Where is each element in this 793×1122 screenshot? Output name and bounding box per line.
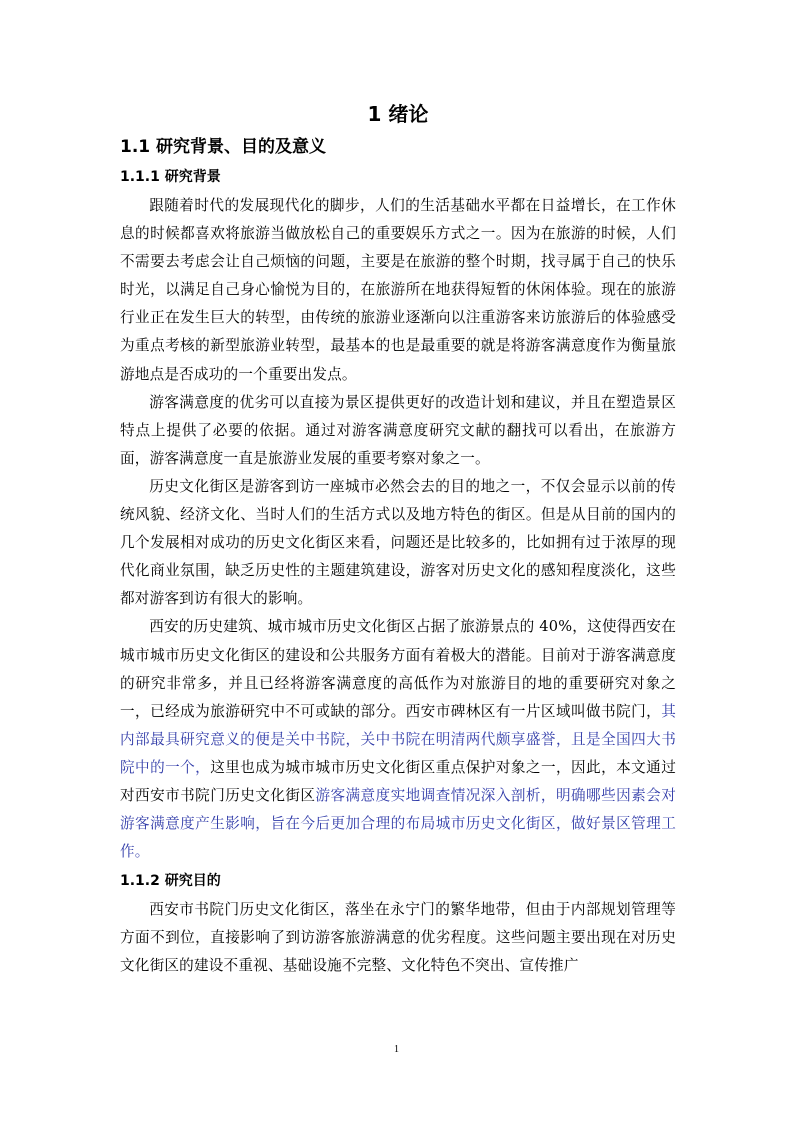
paragraph: 历史文化街区是游客到访一座城市必然会去的目的地之一，不仅会显示以前的传统风貌、经济文化、当时人们的生活方式以及地方特色的街区。但是从目前的国内的几个发展相对成功的历史文化街区来看，问题还是比较多的，比如拥有过于浓厚的现代化商业氛围，缺乏历史性的主题建筑建设，游客对历史文化的感知程度淡化，这些都对游客到访有很大的影响。 <box>120 477 676 608</box>
section-title: 1.1 研究背景、目的及意义 <box>120 137 327 157</box>
paragraph-text: 这里也成为城市城市历史文化街区重点保护对象之一，因此，本文通过对西安市书院门历史文化街区 <box>120 758 676 804</box>
paragraph: 跟随着时代的发展现代化的脚步，人们的生活基础水平都在日益增长，在工作休息的时候都喜欢将旅游当做放松自己的重要娱乐方式之一。因为在旅游的时候，人们不需要去考虑会让自己烦恼的问题，主要是在旅游的整个时期，找寻属于自己的快乐时光，以满足自己身心愉悦为目的，在旅游所在地获得短暂的休闲体验。现在的旅游行业正在发生巨大的转型，由传统的旅游业逐渐向以注重游客来访旅游后的体验感受为重点考核的新型旅游业转型，最基本的也是最重要的就是将游客满意度作为衡量旅游地点是否成功的一个重要出发点。 <box>120 197 676 383</box>
highlighted-text: 其内部最具研究意义的便是关中书院，关中书院在明清两代颇享盛誉，且是全国四大书院中的一个， <box>120 702 676 776</box>
page-number: 1 <box>394 1044 399 1055</box>
paragraph: 游客满意度的优劣可以直接为景区提供更好的改造计划和建议，并且在塑造景区特点上提供了必要的依据。通过对游客满意度研究文献的翻找可以看出，在旅游方面，游客满意度一直是旅游业发展的重要考察对象之一。 <box>120 393 676 467</box>
page-content <box>120 98 676 981</box>
paragraph: 西安市书院门历史文化街区，落坐在永宁门的繁华地带，但由于内部规划管理等方面不到位，直接影响了到访游客旅游满意的优劣程度。这些问题主要出现在对历史文化街区的建设不重视、基础设施不完整、文化特色不突出、宣传推广 <box>120 901 676 975</box>
subsection-title-background: 1.1.1 研究背景 <box>120 169 221 185</box>
highlighted-text: 游客满意度实地调查情况深入剖析，明确哪些因素会对游客满意度产生影响，旨在今后更加合理的布局城市历史文化街区，做好景区管理工作。 <box>120 786 676 861</box>
paragraph-text: 西安的历史建筑、城市城市历史文化街区占据了旅游景点的 40%，这使得西安在城市城市历史文化街区的建设和公共服务方面有着极大的潜能。目前对于游客满意度的研究非常多，并且已经将游客满意度的高低作为对旅游目的地的重要研究对象之一，已经成为旅游研究中不可或缺的部分。西安市碑林区有一片区域叫做书院门， <box>120 618 676 720</box>
subsection-title-purpose: 1.1.2 研究目的 <box>120 873 221 890</box>
paragraph <box>120 613 676 866</box>
chapter-title: 1 绪论 <box>367 102 429 126</box>
